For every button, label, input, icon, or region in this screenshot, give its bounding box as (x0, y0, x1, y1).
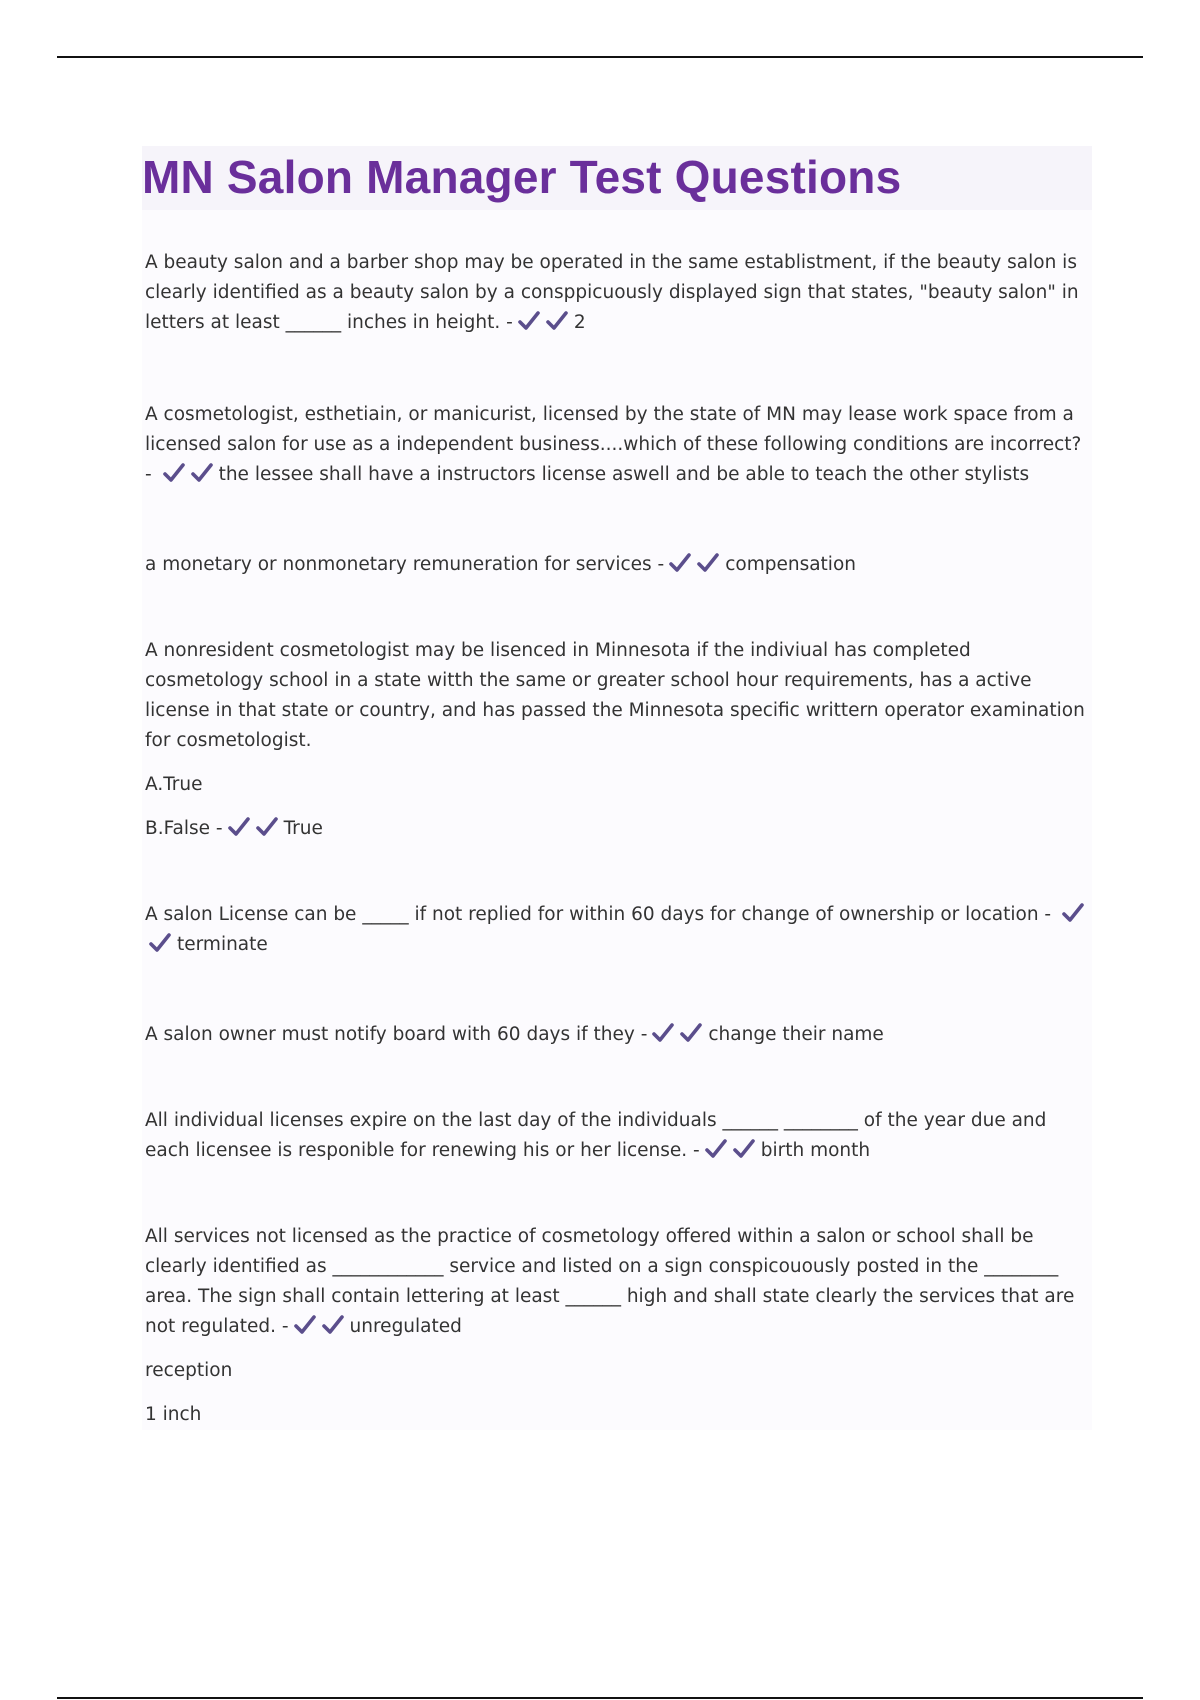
double-check-icon (517, 310, 541, 332)
answer-continuation: 1 inch (145, 1403, 202, 1425)
double-check-icon (190, 462, 214, 484)
question-text: A salon owner must notify board with 60 days if they - change their name (145, 1023, 884, 1045)
double-check-icon (293, 1314, 317, 1336)
answer-text: birth month (760, 1139, 871, 1161)
entry-list (142, 210, 1092, 1430)
list-item (145, 1106, 1092, 1166)
question-text: A beauty salon and a barber shop may be operated in the same establistment, if the beauty salon is clearly identified as a beauty salon by a consppicuously displayed sign that states, "beauty salon" in letters at least ______ inches in height. - 2 (145, 251, 1079, 333)
question-text: A salon License can be _____ if not replied for within 60 days for change of ownership or location - terminate (145, 900, 1092, 960)
double-check-icon (679, 1022, 703, 1044)
answer-text: 2 (573, 311, 586, 333)
double-check-icon (668, 552, 692, 574)
document-body (142, 146, 1092, 1430)
list-item (145, 550, 1092, 580)
question-text: All services not licensed as the practice of cosmetology offered within a salon or school shall be clearly identified as ____________ service and listed on a sign conspicouously posted in the ________ area. The sign shall contain lettering at least ______ high and shall state clearly the services that are not regulated. - unregulated (145, 1225, 1075, 1337)
double-check-icon (162, 462, 186, 484)
answer-text: True (283, 817, 323, 839)
footer-rule (57, 1697, 1143, 1699)
page-title: MN Salon Manager Test Questions (142, 151, 902, 203)
double-check-icon (651, 1022, 675, 1044)
answer-text: compensation (725, 553, 856, 575)
answer-text: change their name (708, 1023, 884, 1045)
title-band (142, 146, 1092, 210)
answer-text: terminate (177, 933, 268, 955)
list-item (145, 1020, 1092, 1050)
double-check-icon (255, 816, 279, 838)
double-check-icon (704, 1138, 728, 1160)
option-b: B.False - True (145, 817, 323, 839)
question-text: A cosmetologist, esthetiain, or manicurist, licensed by the state of MN may lease work space from a licensed salon for use as a independent business....which of these following conditions are incorrect? - the lessee shall have a instructors license aswell and be able to teach the other stylists (145, 403, 1082, 485)
double-check-icon (696, 552, 720, 574)
answer-continuation: reception (145, 1359, 233, 1381)
list-item (145, 1222, 1092, 1430)
question-text: a monetary or nonmonetary remuneration for services - compensation (145, 553, 856, 575)
list-item (145, 248, 1092, 338)
list-item (145, 400, 1092, 490)
header-rule (57, 56, 1143, 58)
double-check-icon (545, 310, 569, 332)
list-item (145, 636, 1092, 844)
option-a: A.True (145, 773, 203, 795)
question-text: All individual licenses expire on the last day of the individuals ______ ________ of the year due and each licensee is responible for renewing his or her license. - birth month (145, 1109, 1047, 1161)
question-text: A nonresident cosmetologist may be lisenced in Minnesota if the indiviual has completed cosmetology school in a state witth the same or greater school hour requirements, has a active license in that state or country, and has passed the Minnesota specific writtern operator examination for cosmetologist. (145, 639, 1085, 751)
list-item (145, 900, 1092, 960)
answer-text: unregulated (349, 1315, 462, 1337)
double-check-icon (1061, 902, 1085, 924)
answer-text: the lessee shall have a instructors license aswell and be able to teach the other stylists (218, 463, 1030, 485)
double-check-icon (321, 1314, 345, 1336)
double-check-icon (148, 932, 172, 954)
double-check-icon (732, 1138, 756, 1160)
double-check-icon (227, 816, 251, 838)
